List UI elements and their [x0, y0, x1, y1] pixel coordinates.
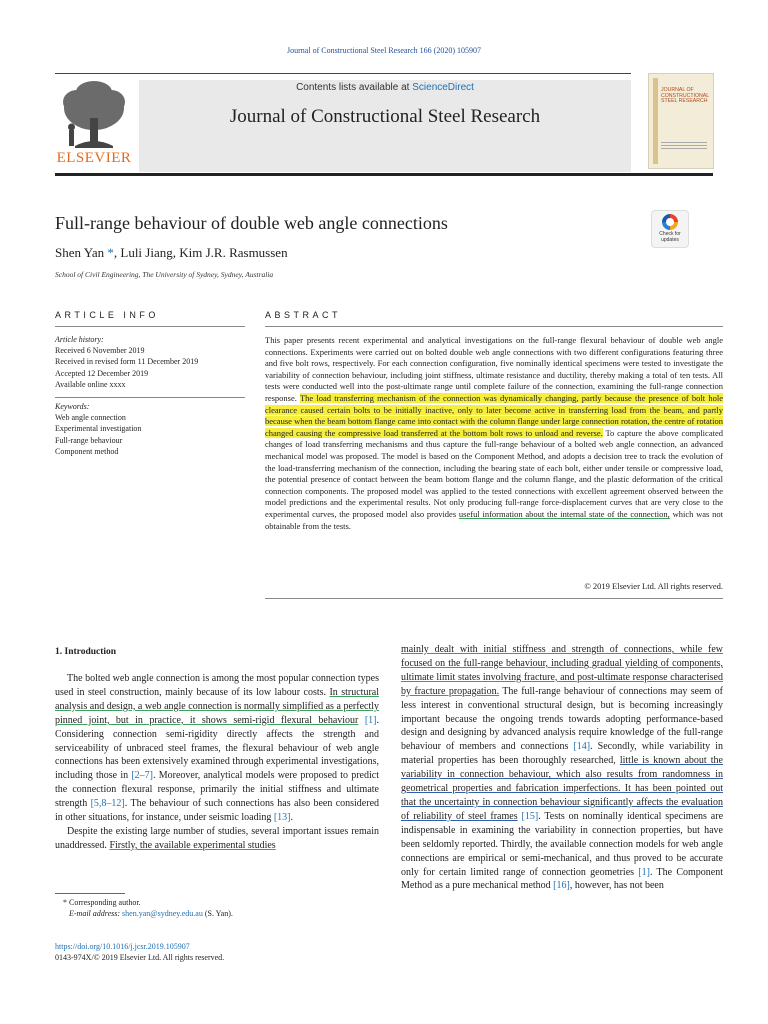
- footnote: [55, 897, 379, 919]
- elsevier-wordmark: ELSEVIER: [56, 150, 132, 166]
- section-heading-introduction: 1. Introduction: [55, 647, 117, 657]
- abstract-heading: ABSTRACT: [265, 310, 342, 320]
- body-column-right: [401, 643, 723, 893]
- citation-link[interactable]: [1]: [638, 866, 650, 878]
- contents-line: [139, 82, 631, 93]
- corresponding-mark[interactable]: *: [107, 245, 114, 260]
- cover-title: JOURNAL OF CONSTRUCTIONAL STEEL RESEARCH: [661, 87, 709, 105]
- text: Despite the existing large number of studies, several important issues remain unaddressed.: [55, 825, 379, 851]
- text: . The behaviour of such connections has also been considered in other situations, for instance, under seismic loading: [55, 798, 380, 824]
- body-column-left: [55, 672, 379, 853]
- keywords: [55, 401, 245, 457]
- author-1[interactable]: Shen Yan: [55, 245, 108, 260]
- text: .: [290, 812, 294, 824]
- authors: [55, 245, 288, 261]
- article-info-heading: ARTICLE INFO: [55, 310, 159, 320]
- paragraph: [55, 825, 379, 853]
- citation-link[interactable]: [5,8–12]: [90, 798, 125, 810]
- underlined-text[interactable]: Firstly, the available experimental studies: [109, 839, 276, 851]
- doi-block: [55, 941, 224, 963]
- doi-link[interactable]: https://doi.org/10.1016/j.jcsr.2019.105907: [55, 942, 190, 951]
- abstract-underline[interactable]: useful information about the internal state of the connection,: [458, 508, 670, 519]
- abstract-bottom-rule: [265, 598, 723, 599]
- citation-link[interactable]: [15]: [521, 810, 539, 822]
- footnote-rule: [55, 893, 125, 894]
- paragraph: [55, 672, 379, 825]
- underlined-text[interactable]: In structural analysis and design, a web angle connection is normally simplified as a perfectly pinned joint, but in practice, it shows semi-rigid flexural behaviour: [55, 686, 379, 726]
- history-label: Article history:: [55, 335, 104, 344]
- keywords-label: Keywords:: [55, 402, 90, 411]
- header-rule: [55, 73, 631, 74]
- abstract-rule: [265, 326, 723, 327]
- check-updates-label: Check for updates: [659, 231, 681, 243]
- history-item: Accepted 12 December 2019: [55, 368, 149, 378]
- history-item: Received 6 November 2019: [55, 346, 145, 356]
- article-info-rule: [55, 326, 245, 327]
- text: . Moreover, analytical models were proposed to predict the connection flexural response, primarily the initial stiffness and ultimate strength: [55, 770, 379, 810]
- abstract-copyright: © 2019 Elsevier Ltd. All rights reserved.: [584, 581, 723, 591]
- issn-line: 0143-974X/© 2019 Elsevier Ltd. All rights reserved.: [55, 953, 225, 962]
- abstract-text: This paper presents recent experimental and analytical investigations on the full-range flexural behaviour of double web angle connections. Experiments were carried out on bolted double web angle connections with two different configurations featuring three and five bolt rows, respectively. For each connection configuration, five nominally identical specimens were tested to investigate the variability of connection behaviour, including joint stiffness, ultimate resistance and ductility, thereby making a total of ten tests. All tests were conducted well into the post-ultimate range until complete failure of the connection, examining the full-range connection response.: [265, 335, 723, 403]
- cover-lines: [661, 140, 707, 151]
- email-link[interactable]: shen.yan@sydney.edu.au: [122, 909, 203, 918]
- footnote-mark: *: [63, 898, 67, 907]
- abstract-text: which was not obtainable from the tests.: [265, 508, 724, 531]
- citation-link[interactable]: [16]: [553, 880, 570, 892]
- journal-cover[interactable]: [648, 73, 714, 169]
- text: . Tests on nominally identical specimens are indispensable in examining the variability in connection properties, but have been seldomly reported. Thirdly, the available connection models for web angle connections are empirical or semi-mechanical, and thus proved to be accurate only for certain limited range of connection geometries: [401, 810, 724, 878]
- article-title: Full-range behaviour of double web angle connections: [55, 213, 448, 233]
- underlined-text[interactable]: little is known about the variability in connection behaviour, which also results from randomness in geometrical properties and fabrication imperfections. It has been pointed out that the uncertainty in connection behaviour significantly affects the evaluation of reliability of steel frames: [401, 755, 723, 822]
- header-thick-rule: [55, 173, 713, 176]
- article-history: [55, 334, 245, 390]
- keyword: Experimental investigation: [55, 424, 142, 434]
- keywords-rule: [55, 397, 245, 398]
- underlined-text[interactable]: mainly dealt with initial stiffness and strength of connections, while few focused on the full-range behaviour, including gradual yielding of components, ultimate limit states involving fracture, and post-ultimate response characterised by fracture propagation.: [401, 644, 723, 697]
- text: . Secondly, while variability in material properties has been thoroughly researched,: [401, 741, 723, 767]
- citation-link[interactable]: [13]: [273, 812, 291, 824]
- history-item: Received in revised form 11 December 2019: [55, 357, 199, 367]
- sciencedirect-link[interactable]: ScienceDirect: [412, 82, 474, 93]
- authors-rest[interactable]: , Luli Jiang, Kim J.R. Rasmussen: [113, 245, 288, 260]
- abstract-body: [265, 335, 723, 532]
- text: . The Component Method as a pure mechanical method: [401, 866, 723, 892]
- keyword: Component method: [55, 446, 119, 456]
- text: , however, has not been: [569, 880, 664, 892]
- citation-link[interactable]: [1]: [364, 714, 377, 726]
- abstract-text: To capture the above complicated changes of load transferring mechanisms and thus capture the full-range behaviour of a bolted web angle connection, an advanced mechanical model was proposed. The model is based on the Component Method, and adopts a decision tree to track the evolution of the load-transferring mechanism of the connection, including the bearing state of each bolt, either under tensile or compressive load, the potential presence of contact between the beam bottom flange and the column flange, and the plastic deformation of the critical connection components. The proposed model was applied to the tested connections with excellent agreement observed between the model predictions and the experimental results. Not only producing full-range force-displacement curves that are very close to the experimental curves, the proposed model also provides: [265, 427, 723, 519]
- journal-reference[interactable]: Journal of Constructional Steel Research 166 (2020) 105907: [287, 46, 481, 55]
- text: The bolted web angle connection is among the most popular connection types used in steel construction, mainly because of its low labour costs.: [55, 673, 379, 698]
- citation-link[interactable]: [14]: [573, 741, 591, 753]
- check-for-updates-button[interactable]: [651, 210, 689, 248]
- contents-prefix: Contents lists available at: [296, 82, 413, 93]
- citation-link[interactable]: [2–7]: [131, 770, 154, 782]
- check-updates-icon-center: [666, 218, 674, 226]
- footnote-text: Corresponding author.: [69, 898, 141, 907]
- email-label: E-mail address:: [69, 909, 123, 918]
- abstract-highlight[interactable]: The load transferring mechanism of the connection was dynamically changing, partly because the presence of bolt hole clearance caused certain bolts to be initially inactive, only to later become active in transferring load from the beam, and partly because when the beam bottom flange came into contact with the column flange under large connection rotation, the centre of rotation changed causing the compressive load transferred at the bottom bolt rows to unload and reverse.: [265, 392, 723, 438]
- email-suffix: (S. Yan).: [202, 909, 233, 918]
- text: The full-range behaviour of connections may seem of less interest in conventional structural design, but is becoming increasingly important because the ongoing trends towards adopting performance-based design and designing by advanced analysis require knowledge of the full-range behaviour of members and connections: [401, 685, 723, 753]
- affiliation: School of Civil Engineering, The University of Sydney, Sydney, Australia: [55, 270, 274, 279]
- paragraph: [401, 643, 723, 893]
- journal-name: Journal of Constructional Steel Research: [229, 106, 541, 127]
- history-item: Available online xxxx: [55, 379, 126, 389]
- keyword: Full-range behaviour: [55, 435, 123, 445]
- cover-band: [653, 78, 658, 164]
- keyword: Web angle connection: [55, 413, 126, 423]
- text: . Considering connection semi-rigidity directly affects the strength and serviceability of unbraced steel frames, the flexural behaviour of web angle connections has been extensively examined through experimental investigations, including those in: [55, 714, 379, 782]
